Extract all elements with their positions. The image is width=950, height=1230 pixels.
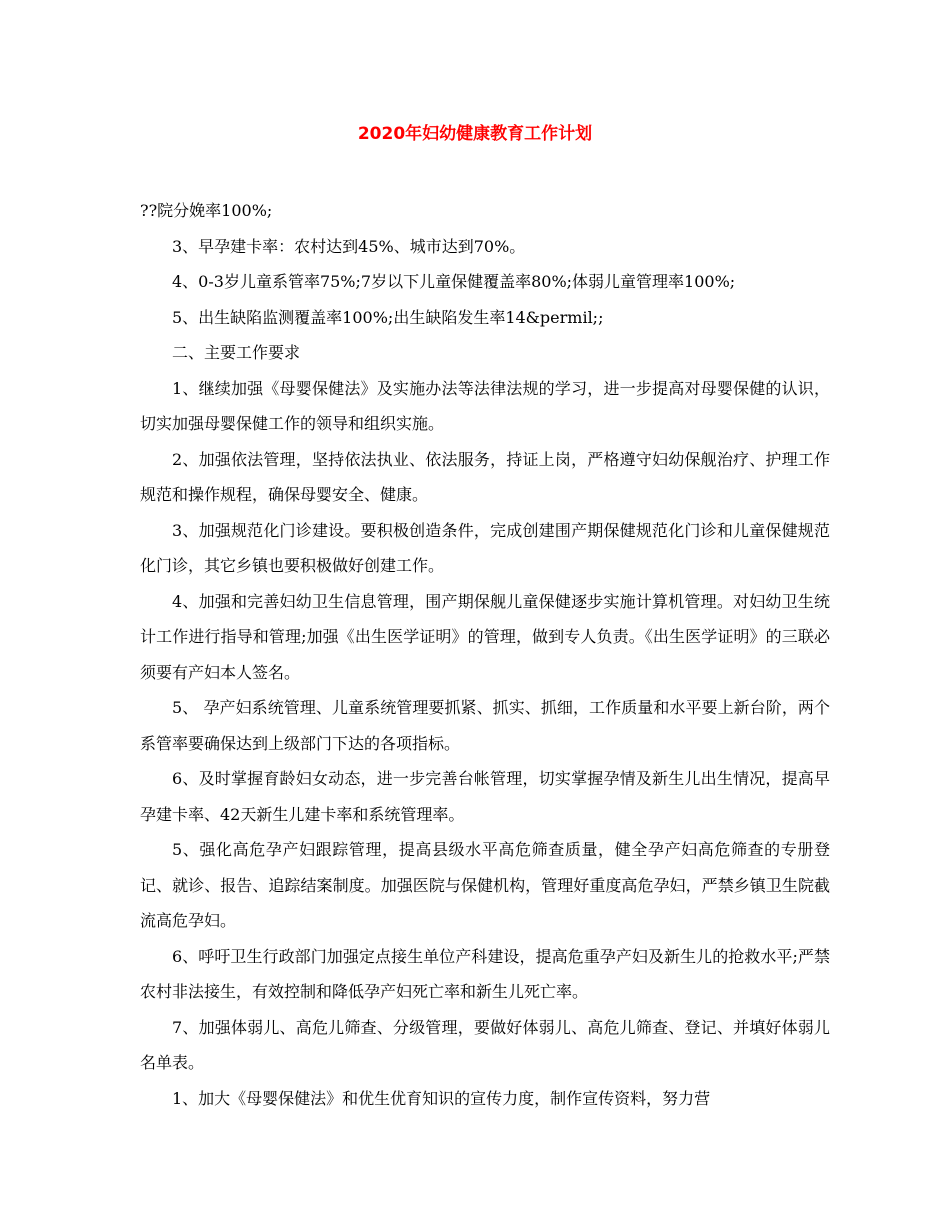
paragraph: 3、早孕建卡率：农村达到45%、城市达到70%。	[172, 236, 526, 256]
paragraph: 2、加强依法管理，坚持依法执业、依法服务，持证上岗，严格遵守妇幼保舰治疗、护理工作规范和操作规程，确保母婴安全、健康。	[140, 449, 830, 504]
paragraph: 5、 孕产妇系统管理、儿童系统管理要抓紧、抓实、抓细，工作质量和水平要上新台阶，两个系管率要确保达到上级部门下达的各项指标。	[140, 698, 830, 753]
paragraph: 1、加大《母婴保健法》和优生优育知识的宣传力度，制作宣传资料，努力营	[172, 1088, 711, 1108]
paragraph: 二、主要工作要求	[172, 343, 301, 362]
paragraph: ??院分娩率100%;	[140, 201, 273, 220]
paragraph: 4、加强和完善妇幼卫生信息管理，围产期保舰儿童保健逐步实施计算机管理。对妇幼卫生统计工作进行指导和管理;加强《出生医学证明》的管理，做到专人负责。《出生医学证明》的三联必须要有产妇本人签名。	[140, 591, 830, 682]
paragraph: 7、加强体弱儿、高危儿筛查、分级管理，要做好体弱儿、高危儿筛查、登记、并填好体弱儿名单表。	[140, 1017, 830, 1072]
paragraph: 1、继续加强《母婴保健法》及实施办法等法律法规的学习，进一步提高对母婴保健的认识，切实加强母婴保健工作的领导和组织实施。	[140, 378, 830, 433]
document-title: 2020年妇幼健康教育工作计划	[357, 124, 593, 144]
paragraph: 5、出生缺陷监测覆盖率100%;出生缺陷发生率14&permil;;	[172, 307, 604, 327]
paragraph: 3、加强规范化门诊建设。要积极创造条件，完成创建围产期保健规范化门诊和儿童保健规范化门诊，其它乡镇也要积极做好创建工作。	[140, 520, 830, 575]
paragraph: 6、呼吁卫生行政部门加强定点接生单位产科建设，提高危重孕产妇及新生儿的抢救水平;严禁农村非法接生，有效控制和降低孕产妇死亡率和新生儿死亡率。	[140, 946, 830, 1001]
paragraph: 4、0-3岁儿童系管率75%;7岁以下儿童保健覆盖率80%;体弱儿童管理率100%;	[172, 272, 736, 291]
paragraph: 6、及时掌握育龄妇女动态，进一步完善台帐管理，切实掌握孕情及新生儿出生情况，提高早孕建卡率、42天新生儿建卡率和系统管理率。	[140, 769, 830, 824]
document-body	[140, 193, 830, 1116]
paragraph: 5、强化高危孕产妇跟踪管理，提高县级水平高危筛查质量，健全孕产妇高危筛查的专册登记、就诊、报告、追踪结案制度。加强医院与保健机构，管理好重度高危孕妇，严禁乡镇卫生院截流高危孕妇。	[140, 840, 830, 930]
